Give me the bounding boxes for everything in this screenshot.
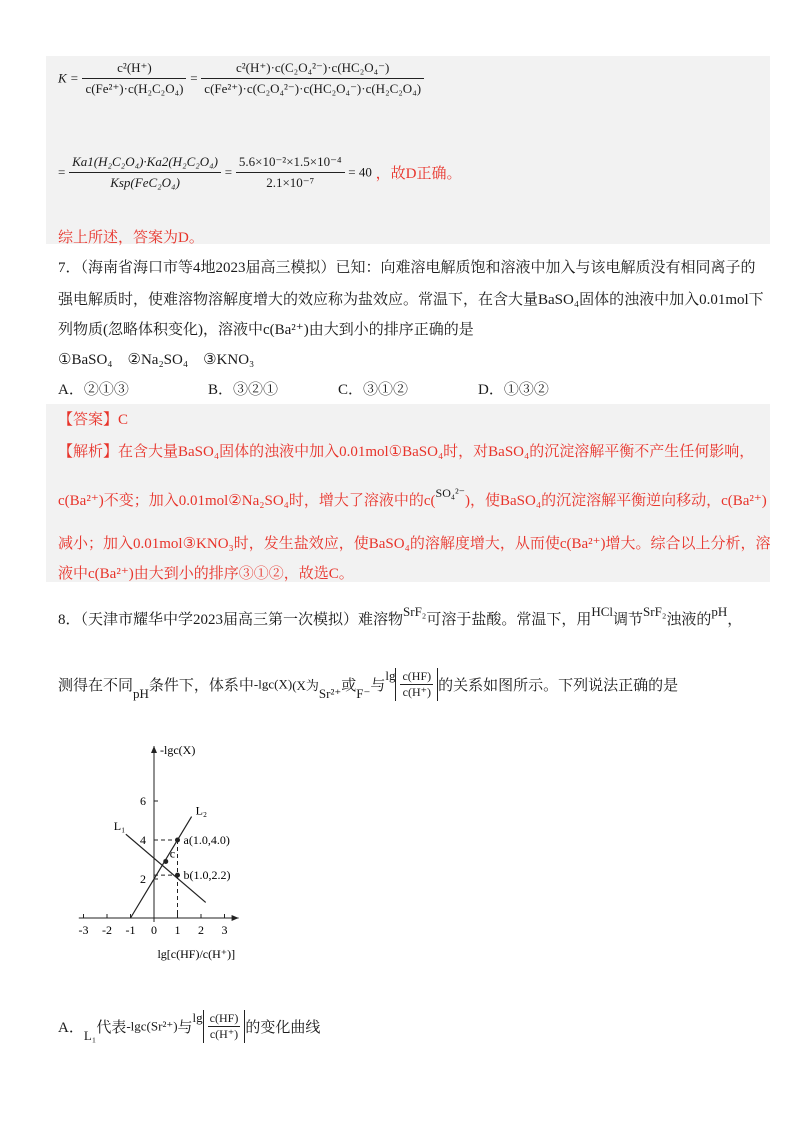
hf-ratio-bracket-a: $\frac{c(HF)}{c(H^+)}$: [203, 1010, 246, 1043]
q7-option-b: B．③②①: [208, 382, 279, 398]
ka-fraction-1: $\frac{\text{Ka1(H₂C₂O₄)·Ka2(H₂C₂O₄)}}{\text{Ksp(FeC₂O₄)}}$: [69, 154, 221, 191]
y-tick-label: 6: [140, 794, 146, 808]
q7-explanation-4: 液中c(Ba²⁺)由大到小的排序③①②，故选C。: [58, 566, 354, 582]
x-tick-label: 0: [151, 923, 157, 937]
q7-explanation-1: 【解析】在含大量BaSO₄固体的浊液中加入0.01mol①BaSO₄时，对BaSO₄的沉淀溶解平衡不产生任何影响，: [58, 444, 755, 460]
ka-equation: = $\frac{\text{Ka1(H₂C₂O₄)·Ka2(H₂C₂O₄)}}{\text{Ksp(FeC₂O₄)}}$ = $\frac{\text{5.6×10⁻²×1.5×10⁻⁴}}{\text{2.1×10⁻⁷}}$ = 40 ，故D正确。: [58, 154, 462, 190]
q7-line-3: 列物质(忽略体积变化)，溶液中c(Ba²⁺)由大到小的排序正确的是: [58, 322, 474, 338]
q7-line-2: 强电解质时，使难溶物溶解度增大的效应称为盐效应。常温下，在含大量BaSO₄固体的浊液中加入0.01mol下: [58, 292, 764, 308]
q8-line-2: 测得在不同pH条件下，体系中-lgc(X)(X为Sr²⁺或F⁻与lg $\frac{c(HF)}{c(H^+)}$ 的关系如图所示。下列说法正确的是: [58, 668, 679, 701]
point-label-c: c: [169, 846, 176, 861]
series-label-l1: L₁: [113, 819, 126, 834]
point-label-a: a(1.0,4.0): [183, 833, 230, 847]
k-equation: K = $\frac{\text{c²(H⁺)}}{\text{c(Fe²⁺)·c(H₂C₂O₄)}}$ = $\frac{\text{c²(H⁺)·c(C₂O₄²⁻)·c(HC₂O₄⁻)}}{\text{c(Fe²⁺)·c(C₂O₄²⁻)·c(HC₂O₄⁻)·c(H₂C₂O₄)}}$: [58, 60, 424, 97]
series-line-l2: [131, 817, 192, 918]
x-tick-label: -1: [125, 923, 136, 937]
x-tick-label: -3: [78, 923, 89, 937]
point-b: [175, 873, 180, 878]
summary-text: 综上所述，答案为D。: [58, 230, 204, 246]
q7-option-d: D．①③②: [478, 382, 549, 398]
q7-explanation-2: c(Ba²⁺)不变；加入0.01mol②Na₂SO₄时，增大了溶液中的c($^{SO_4^{2-}}$)，使BaSO₄的沉淀溶解平衡逆向移动，c(Ba²⁺): [58, 486, 767, 509]
q8-line-1: 8．（天津市耀华中学2023届高三第一次模拟）难溶物SrF₂可溶于盐酸。常温下，用HCl调节SrF₂浊液的pH，: [58, 604, 743, 628]
point-label-b: b(1.0,2.2): [183, 868, 231, 883]
q7-explanation-3: 减小；加入0.01mol③KNO₃时，发生盐效应，使BaSO₄的溶解度增大，从而使c(Ba²⁺)增大。综合以上分析，溶: [58, 536, 771, 552]
x-tick-label: 1: [174, 923, 181, 937]
x-tick-label: 2: [198, 923, 204, 937]
q7-answer: 【答案】C: [58, 412, 129, 428]
k-fraction-2: $\frac{\text{c²(H⁺)·c(C₂O₄²⁻)·c(HC₂O₄⁻)}}{\text{c(Fe²⁺)·c(C₂O₄²⁻)·c(HC₂O₄⁻)·c(H₂C₂O₄)}}$: [201, 60, 424, 97]
q8-option-a: A．L₁代表-lgc(Sr²⁺)与lg $\frac{c(HF)}{c(H^+)}$ 的变化曲线: [58, 1010, 321, 1043]
y-tick-label: 4: [140, 833, 146, 847]
q7-option-a: A．②①③: [58, 382, 129, 398]
q7-line-1: 7．（海南省海口市等4地2023届高三模拟）已知：向难溶电解质饱和溶液中加入与该电解质没有相同离子的: [58, 260, 756, 276]
q7-option-c: C．③①②: [338, 382, 409, 398]
so4-ion: SO₄²⁻: [435, 486, 466, 500]
x-axis-label: lg[c(HF)/c(H⁺)]: [157, 947, 236, 961]
x-tick-label: -2: [102, 923, 112, 937]
x-tick-label: 3: [221, 923, 228, 937]
q7-items: ①BaSO₄ ②Na₂SO₄ ③KNO₃: [58, 352, 255, 368]
point-c: [163, 859, 168, 864]
x-axis-arrow: [232, 915, 239, 921]
y-axis-arrow: [151, 746, 157, 753]
y-tick-label: 2: [140, 872, 146, 886]
point-a: [175, 838, 180, 843]
y-axis-label: -lgc(X): [160, 743, 196, 757]
series-label-l2: L₂: [195, 803, 208, 818]
ka-fraction-2: $\frac{\text{5.6×10⁻²×1.5×10⁻⁴}}{\text{2.1×10⁻⁷}}$: [236, 154, 345, 191]
srf2-chart: [70, 740, 300, 980]
hf-ratio-bracket: $\frac{c(HF)}{c(H^+)}$: [395, 668, 438, 701]
k-fraction-1: $\frac{\text{c²(H⁺)}}{\text{c(Fe²⁺)·c(H₂C₂O₄)}}$: [82, 60, 186, 97]
